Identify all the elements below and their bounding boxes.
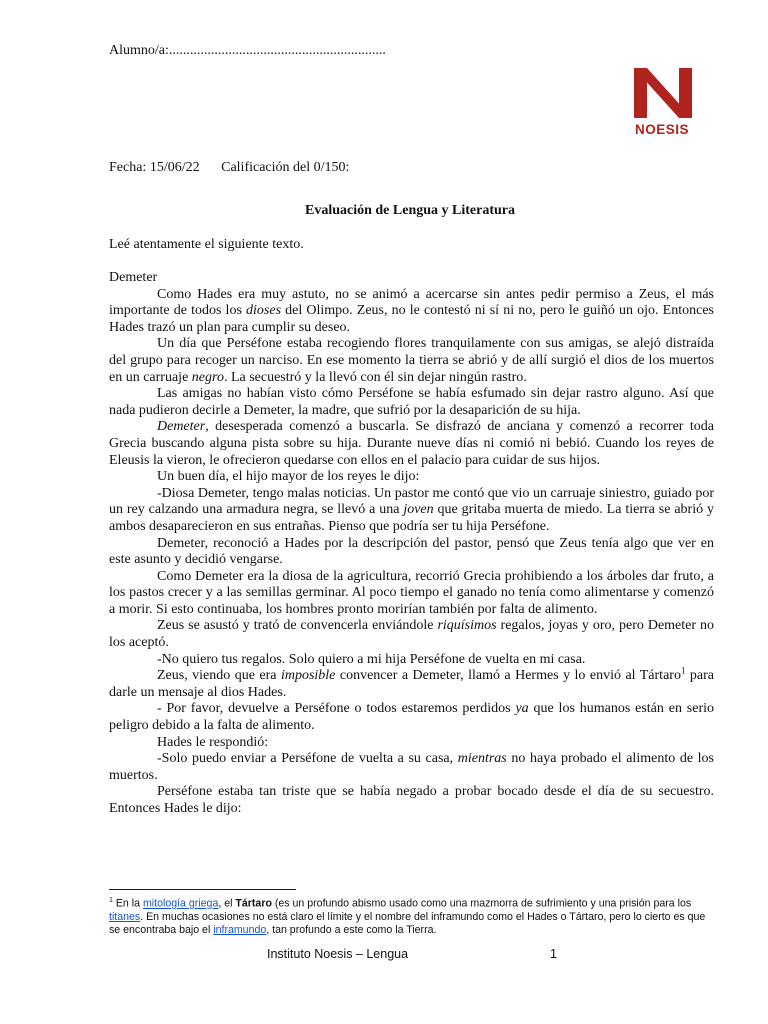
italic-run: joven (403, 502, 434, 518)
footnote-divider (109, 889, 296, 890)
text-run: que los humanos están en serio peligro debido a la falta de alimento. (109, 701, 714, 734)
italic-run: ya (515, 701, 529, 717)
text-run: -Diosa Demeter, tengo malas noticias. Un pastor me contó que vio un carruaje siniestro, guiado por un rey calzando una armadura negra, se llevó a una (109, 485, 714, 518)
italic-run: riquísimos (437, 618, 497, 634)
paragraph-9 (109, 618, 714, 651)
text-run: que gritaba muerta de miedo. La tierra se abrió y ambos desaparecieron en sus entrañas. Pienso que podría ser tu hija Perséfone. (109, 502, 714, 534)
story-heading: Demeter (109, 270, 158, 285)
italic-run: imposible (280, 668, 336, 684)
italic-run: dioses (246, 303, 282, 319)
paragraph-1 (109, 287, 714, 337)
footnote-number: 1 (109, 897, 113, 904)
text-run: , desesperada comenzó a buscarla. Se disfrazó de anciana y comenzó a recorrer toda Grecia buscando alguna pista sobre su hija. Durante nueve días ni comió ni bebió. Cuando los reyes de Eleusis la vieron, le ofrecieron quedarse con ellos en el palacio para cuidar de sus hijos. (109, 419, 714, 468)
footer-label: Instituto Noesis – Lengua (267, 947, 409, 961)
paragraph-6 (109, 486, 714, 536)
text-run: Zeus se asustó y trató de convencerla enviándole (157, 618, 438, 634)
paragraph-12 (109, 701, 714, 734)
link-inframundo[interactable]: inframundo (213, 924, 267, 937)
paragraph-7: Demeter, reconoció a Hades por la descripción del pastor, pensó que Zeus tenía algo que ver en este asunto y decidió vengarse. (109, 535, 714, 568)
date-label: Fecha: 15/06/22 (109, 160, 200, 175)
page-footer (267, 947, 557, 961)
paragraph-15: Perséfone estaba tan triste que se había negado a probar bocado desde el día de su secuestro. Entonces Hades le dijo: (109, 784, 714, 816)
page-number: 1 (550, 947, 557, 961)
footnote-ref[interactable]: 1 (680, 665, 686, 676)
paragraph-5: Un buen día, el hijo mayor de los reyes le dijo: (157, 469, 420, 485)
italic-run: Demeter (157, 419, 206, 435)
text-run: . La secuestró y la llevó con él sin dejar ningún rastro. (223, 369, 527, 385)
student-name-field (109, 43, 386, 59)
student-dots: .............................................................. (168, 43, 386, 58)
text-run: - Por favor, devuelve a Perséfone o todos estaremos perdidos (157, 701, 516, 717)
italic-run: negro (191, 369, 224, 385)
text-run: regalos, joyas y oro, pero Demeter no los aceptó. (109, 618, 714, 651)
footnote-text: . En muchas ocasiones no está claro el límite y el nombre del inframundo como el Hades o Tártaro, pero lo cierto es que se encontraba bajo el (109, 910, 706, 937)
exam-title: Evaluación de Lengua y Literatura (304, 203, 515, 218)
grade-label: Calificación del 0/150: (221, 160, 350, 175)
instruction-text: Leé atentamente el siguiente texto. (109, 237, 304, 252)
text-run: convencer a Demeter, llamó a Hermes y lo envió al Tártaro (335, 668, 681, 684)
paragraph-14 (109, 751, 714, 784)
text-run: para darle un mensaje al dios Hades. (109, 668, 714, 700)
logo-n-mark (634, 68, 692, 118)
paragraph-4 (109, 419, 714, 469)
date-grade-line (109, 160, 349, 176)
text-run: Zeus, viendo que era (157, 668, 281, 684)
text-run: -Solo puedo enviar a Perséfone de vuelta a su casa, (157, 751, 458, 767)
text-run: Un día que Perséfone estaba recogiendo flores tranquilamente con sus amigas, se alejó distraída del grupo para recoger un narciso. En ese momento la tierra se abrió y de allí surgió el dios de los muertos en un carruaje (109, 336, 714, 385)
paragraph-2 (109, 336, 714, 386)
footnote (109, 894, 714, 938)
paragraph-13: Hades le respondió: (157, 734, 269, 750)
link-titanes[interactable]: titanes (109, 910, 141, 923)
text-run: no haya probado el alimento de los muertos. (109, 751, 714, 783)
paragraph-10: -No quiero tus regalos. Solo quiero a mi hija Perséfone de vuelta en mi casa. (157, 651, 586, 667)
footnote-text: , tan profundo a este como la Tierra. (266, 924, 437, 937)
paragraph-3: Las amigas no habían visto cómo Perséfone se había esfumado sin dejar rastro alguno. Así que nada pudieron decirle a Demeter, la madre, que sufrió por la desaparición de su hija. (109, 386, 714, 418)
footnote-bold-term: Tártaro (235, 897, 272, 910)
link-mitologia-griega[interactable]: mitología griega (142, 897, 219, 910)
paragraph-11 (109, 665, 714, 701)
noesis-logo (620, 66, 712, 142)
student-label: Alumno/a: (109, 43, 169, 58)
story-text (109, 270, 714, 818)
footnote-text: (es un profundo abismo usado como una mazmorra de sufrimiento y una prisión para los (271, 897, 692, 910)
text-run: Como Hades era muy astuto, no se animó a acercarse sin antes pedir permiso a Zeus, el más importante de todos los (109, 286, 714, 319)
footnote-text: En la (112, 897, 143, 910)
footnote-text: , el (218, 897, 236, 910)
logo-wordmark: NOESIS (634, 122, 690, 137)
paragraph-8: Como Demeter era la diosa de la agricultura, recorrió Grecia prohibiendo a los árboles dar fruto, a los pastos crecer y a las semillas germinar. Al poco tiempo el ganado no tenía como alimentarse y comenzó a morir. Si esto continuaba, los hombres pronto morirían también por falta de alimento. (109, 568, 714, 617)
italic-run: mientras (457, 751, 507, 767)
text-run: del Olimpo. Zeus, no le contestó ni sí ni no, pero le guiñó un ojo. Entonces Hades trazó un plan para cumplir su deseo. (109, 303, 714, 335)
